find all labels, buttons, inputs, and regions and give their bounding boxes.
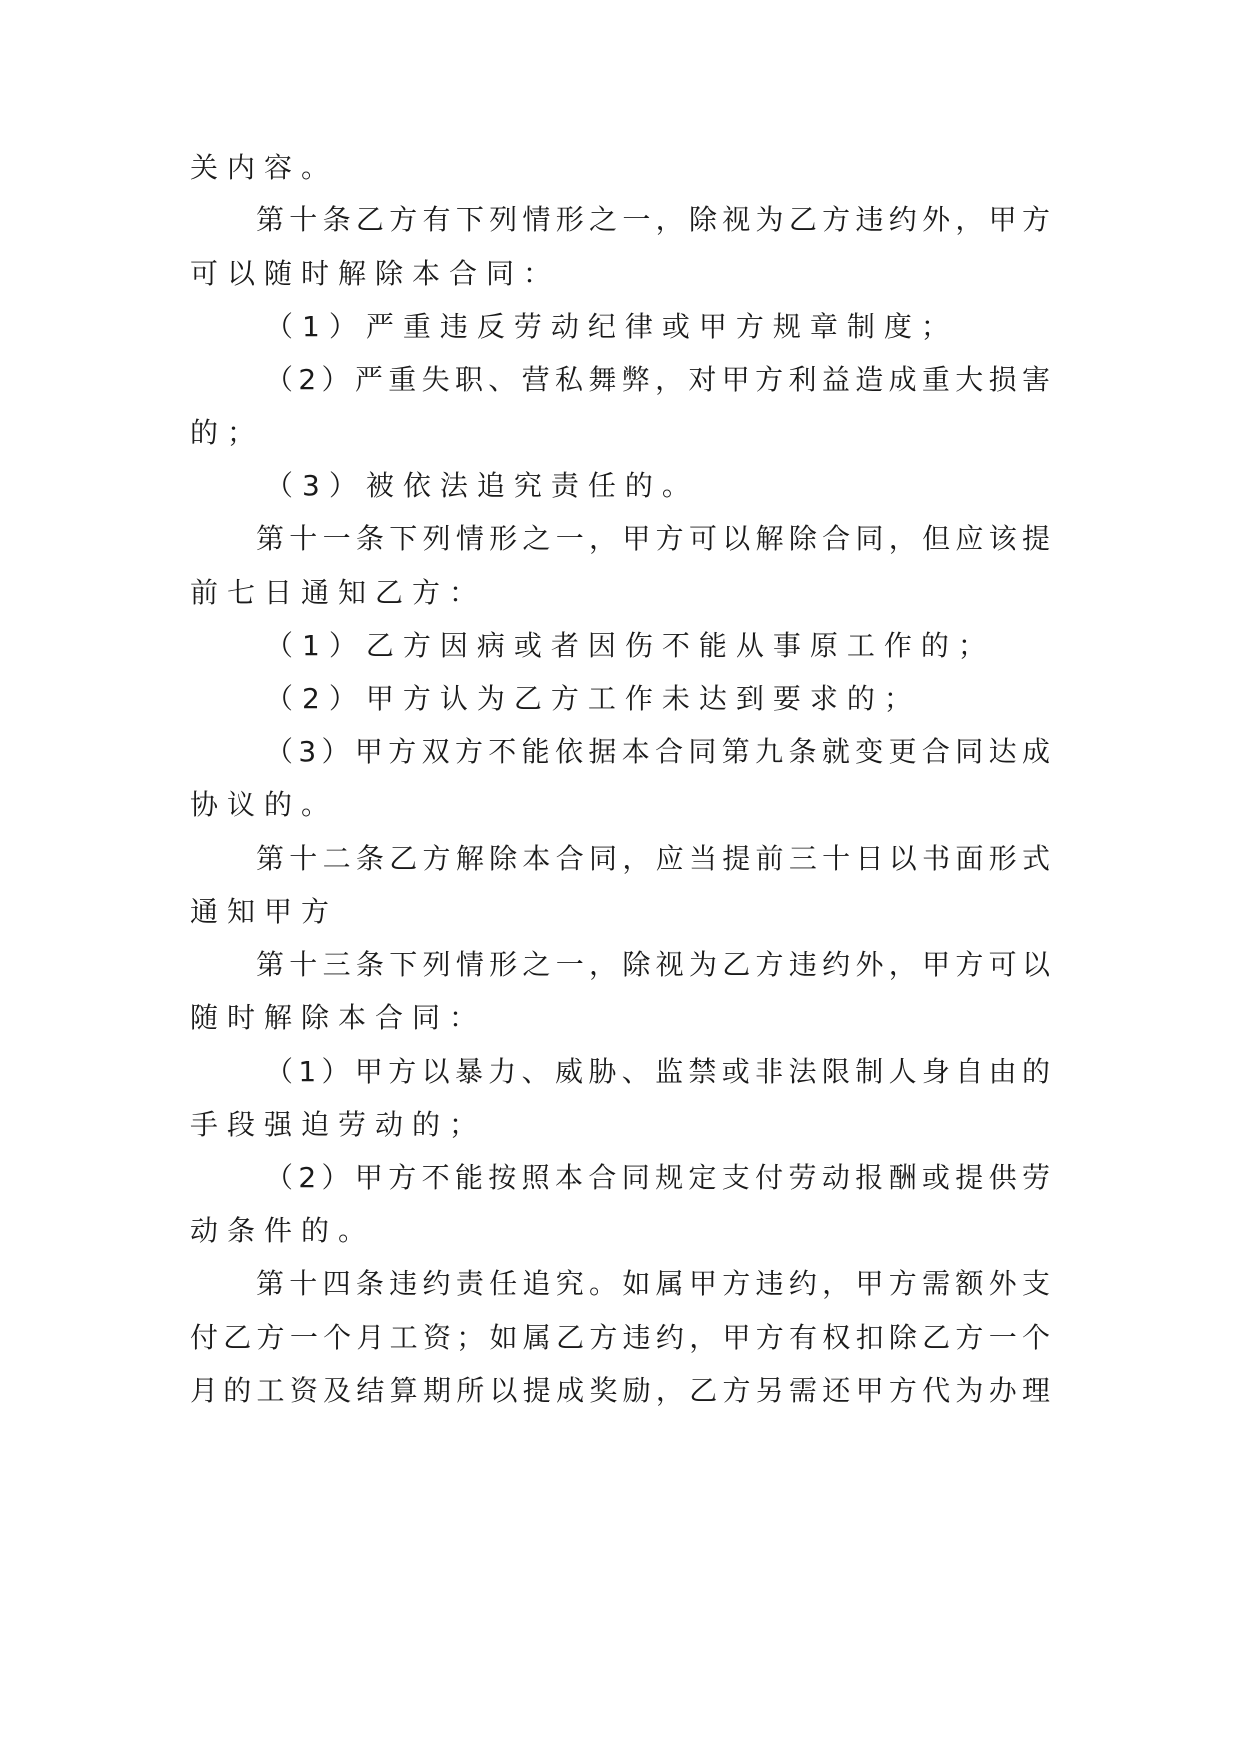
text-line: 关内容。	[190, 151, 339, 184]
list-item: （1）严重违反劳动纪律或甲方规章制度；	[265, 310, 958, 343]
article-13-heading: 第十三条下列情形之一，除视为乙方违约外，甲方可以	[256, 948, 1050, 981]
text-line: 协议的。	[190, 788, 339, 821]
list-item: （2）甲方不能按照本合同规定支付劳动报酬或提供劳	[265, 1161, 1050, 1194]
list-item: （2）甲方认为乙方工作未达到要求的；	[265, 682, 921, 715]
text-line: 手段强迫劳动的；	[190, 1108, 487, 1141]
article-11-heading: 第十一条下列情形之一，甲方可以解除合同，但应该提	[256, 522, 1050, 555]
list-item: （3）被依法追究责任的。	[265, 469, 699, 502]
article-14-heading: 第十四条违约责任追究。如属甲方违约，甲方需额外支	[256, 1267, 1050, 1300]
text-line: 通知甲方	[190, 895, 339, 928]
list-item: （1）甲方以暴力、威胁、监禁或非法限制人身自由的	[265, 1055, 1050, 1088]
text-line: 动条件的。	[190, 1214, 376, 1247]
text-line: 付乙方一个月工资；如属乙方违约，甲方有权扣除乙方一个	[190, 1321, 1050, 1354]
text-line: 可以随时解除本合同：	[190, 257, 561, 290]
list-item: （2）严重失职、营私舞弊，对甲方利益造成重大损害	[265, 363, 1050, 396]
text-line: 随时解除本合同：	[190, 1001, 487, 1034]
article-12-heading: 第十二条乙方解除本合同，应当提前三十日以书面形式	[256, 842, 1050, 875]
list-item: （1）乙方因病或者因伤不能从事原工作的；	[265, 629, 995, 662]
article-10-heading: 第十条乙方有下列情形之一，除视为乙方违约外，甲方	[256, 203, 1050, 236]
text-line: 月的工资及结算期所以提成奖励，乙方另需还甲方代为办理	[190, 1374, 1050, 1407]
text-line: 的；	[190, 416, 265, 449]
text-line: 前七日通知乙方：	[190, 576, 487, 609]
list-item: （3）甲方双方不能依据本合同第九条就变更合同达成	[265, 735, 1050, 768]
